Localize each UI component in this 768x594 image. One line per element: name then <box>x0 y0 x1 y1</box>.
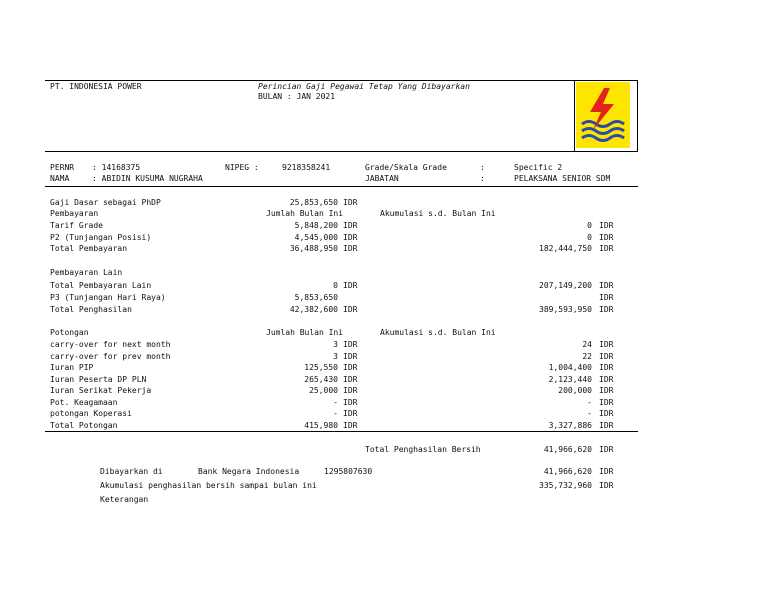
potongan-row-current-unit: IDR <box>343 351 358 361</box>
potongan-col1-header: Jumlah Bulan Ini <box>266 328 344 337</box>
potongan-row-accumulated-unit: IDR <box>599 409 614 418</box>
pembayaran-col1-header: Jumlah Bulan Ini <box>266 209 344 218</box>
potongan-row-label: Total Potongan <box>50 420 118 430</box>
net-income-label: Total Penghasilan Bersih <box>365 445 481 454</box>
potongan-row-accumulated-unit: IDR <box>599 374 614 384</box>
potongan-row-current-value: 25,000 <box>309 386 338 395</box>
pembayaran-row-accumulated-unit: IDR <box>599 232 614 242</box>
payment-amount: 41,966,620 <box>543 467 592 476</box>
pembayaran-lain-heading: Pembayaran Lain <box>50 268 123 277</box>
potongan-row-current-unit: IDR <box>343 397 358 407</box>
akumulasi-value: 335,732,960 <box>539 481 592 490</box>
header-rule <box>45 151 638 152</box>
pembayaran-lain-row-accumulated-unit: IDR <box>599 305 614 314</box>
pembayaran-lain-row-accumulated-unit: IDR <box>599 293 614 302</box>
potongan-row-accumulated-unit: IDR <box>599 351 614 361</box>
pembayaran-lain-row-label: P3 (Tunjangan Hari Raya) <box>50 293 166 302</box>
pembayaran-lain-row-current-value: 0 <box>333 281 338 290</box>
dibayarkan-label: Dibayarkan di <box>100 467 163 476</box>
potongan-row-current-value: 415,980 <box>304 420 338 430</box>
pernr-label: PERNR <box>50 163 75 172</box>
payment-amount-unit: IDR <box>599 467 614 476</box>
potongan-row-accumulated-unit: IDR <box>599 363 614 372</box>
potongan-row-current-value: - <box>333 397 338 407</box>
potongan-col2-header: Akumulasi s.d. Bulan Ini <box>380 328 496 337</box>
pembayaran-lain-row-current-value: 5,853,650 <box>294 293 338 302</box>
potongan-row-accumulated-unit: IDR <box>599 420 614 430</box>
pernr-value: : 14168375 <box>92 163 141 172</box>
pembayaran-lain-row-label: Total Penghasilan <box>50 305 132 314</box>
net-income-unit: IDR <box>599 445 614 454</box>
pembayaran-row-accumulated-value: 182,444,750 <box>539 244 592 253</box>
indonesia-power-logo-icon <box>576 82 630 148</box>
pembayaran-row-current-unit: IDR <box>343 232 358 242</box>
potongan-row-current-value: - <box>333 409 338 418</box>
nipeg-label: NIPEG : <box>225 163 259 172</box>
potongan-row-label: Iuran Serikat Pekerja <box>50 386 152 395</box>
jabatan-value: PELAKSANA SENIOR SDM <box>514 174 611 183</box>
pembayaran-lain-row-current-unit: IDR <box>343 305 358 314</box>
nama-value: : ABIDIN KUSUMA NUGRAHA <box>92 174 203 183</box>
potongan-row-label: potongan Koperasi <box>50 409 132 418</box>
pembayaran-row-current-value: 36,488,950 <box>289 244 338 253</box>
potongan-row-accumulated-value: 22 <box>582 351 592 361</box>
potongan-row-label: carry-over for prev month <box>50 351 171 361</box>
potongan-row-accumulated-unit: IDR <box>599 386 614 395</box>
potongan-row-accumulated-value: 2,123,440 <box>548 374 592 384</box>
pembayaran-row-label: Tarif Grade <box>50 221 103 230</box>
nipeg-value: 9218358241 <box>282 163 331 172</box>
jabatan-label: JABATAN <box>365 174 399 183</box>
pembayaran-col2-header: Akumulasi s.d. Bulan Ini <box>380 209 496 218</box>
potongan-row-current-unit: IDR <box>343 409 358 418</box>
potongan-row-current-value: 125,550 <box>304 363 338 372</box>
potongan-row-accumulated-value: - <box>587 397 592 407</box>
bank-name: Bank Negara Indonesia <box>198 467 300 476</box>
gaji-dasar-label: Gaji Dasar sebagai PhDP <box>50 198 161 207</box>
potongan-row-label: Iuran PIP <box>50 363 94 372</box>
akumulasi-label: Akumulasi penghasilan bersih sampai bulan ini <box>100 481 317 490</box>
potongan-row-current-unit: IDR <box>343 420 358 430</box>
potongan-row-accumulated-value: 3,327,886 <box>548 420 592 430</box>
period: BULAN : JAN 2021 <box>258 92 336 101</box>
pembayaran-row-current-unit: IDR <box>343 244 358 253</box>
grade-separator: : <box>480 163 485 172</box>
pembayaran-row-label: P2 (Tunjangan Posisi) <box>50 232 152 242</box>
jabatan-separator: : <box>480 174 485 183</box>
keterangan-label: Keterangan <box>100 495 149 504</box>
pembayaran-lain-row-accumulated-unit: IDR <box>599 281 614 290</box>
bank-account: 1295807630 <box>324 467 373 476</box>
potongan-row-accumulated-value: - <box>587 409 592 418</box>
potongan-row-current-unit: IDR <box>343 363 358 372</box>
gaji-dasar-value: 25,853,650 <box>289 198 338 207</box>
pembayaran-row-accumulated-value: 0 <box>587 221 592 230</box>
grade-label: Grade/Skala Grade <box>365 163 447 172</box>
grade-value: Specific 2 <box>514 163 563 172</box>
potongan-row-accumulated-unit: IDR <box>599 397 614 407</box>
document-title: Perincian Gaji Pegawai Tetap Yang Dibayarkan <box>258 82 470 91</box>
pembayaran-lain-row-accumulated-value: 389,593,950 <box>539 305 592 314</box>
company-name: PT. INDONESIA POWER <box>50 82 142 91</box>
potongan-row-accumulated-unit: IDR <box>599 340 614 349</box>
nama-label: NAMA <box>50 174 70 183</box>
potongan-row-accumulated-value: 200,000 <box>558 386 592 395</box>
potongan-rule <box>45 431 638 432</box>
potongan-row-accumulated-value: 24 <box>582 340 592 349</box>
pembayaran-row-current-value: 4,545,000 <box>294 232 338 242</box>
potongan-row-current-unit: IDR <box>343 386 358 395</box>
top-rule <box>45 80 638 81</box>
pembayaran-lain-row-current-unit: IDR <box>343 281 358 290</box>
net-income-value: 41,966,620 <box>543 445 592 454</box>
potongan-row-accumulated-value: 1,004,400 <box>548 363 592 372</box>
logo-frame-right <box>637 80 638 152</box>
pembayaran-row-current-unit: IDR <box>343 221 358 230</box>
pembayaran-row-accumulated-unit: IDR <box>599 221 614 230</box>
akumulasi-unit: IDR <box>599 481 614 490</box>
potongan-row-current-value: 3 <box>333 340 338 349</box>
gaji-dasar-unit: IDR <box>343 198 358 207</box>
pembayaran-lain-row-current-value: 42,382,600 <box>289 305 338 314</box>
potongan-row-label: Iuran Peserta DP PLN <box>50 374 147 384</box>
potongan-row-current-value: 3 <box>333 351 338 361</box>
pembayaran-lain-row-label: Total Pembayaran Lain <box>50 281 152 290</box>
potongan-row-current-unit: IDR <box>343 374 358 384</box>
info-rule <box>45 186 638 187</box>
pembayaran-row-accumulated-value: 0 <box>587 232 592 242</box>
potongan-row-current-unit: IDR <box>343 340 358 349</box>
potongan-row-label: carry-over for next month <box>50 340 171 349</box>
logo-frame-left <box>574 80 575 152</box>
potongan-heading: Potongan <box>50 328 89 337</box>
pembayaran-row-accumulated-unit: IDR <box>599 244 614 253</box>
pembayaran-row-label: Total Pembayaran <box>50 244 128 253</box>
potongan-row-label: Pot. Keagamaan <box>50 397 118 407</box>
pembayaran-lain-row-accumulated-value: 207,149,200 <box>539 281 592 290</box>
pembayaran-heading: Pembayaran <box>50 209 99 218</box>
potongan-row-current-value: 265,430 <box>304 374 338 384</box>
pembayaran-row-current-value: 5,848,200 <box>294 221 338 230</box>
